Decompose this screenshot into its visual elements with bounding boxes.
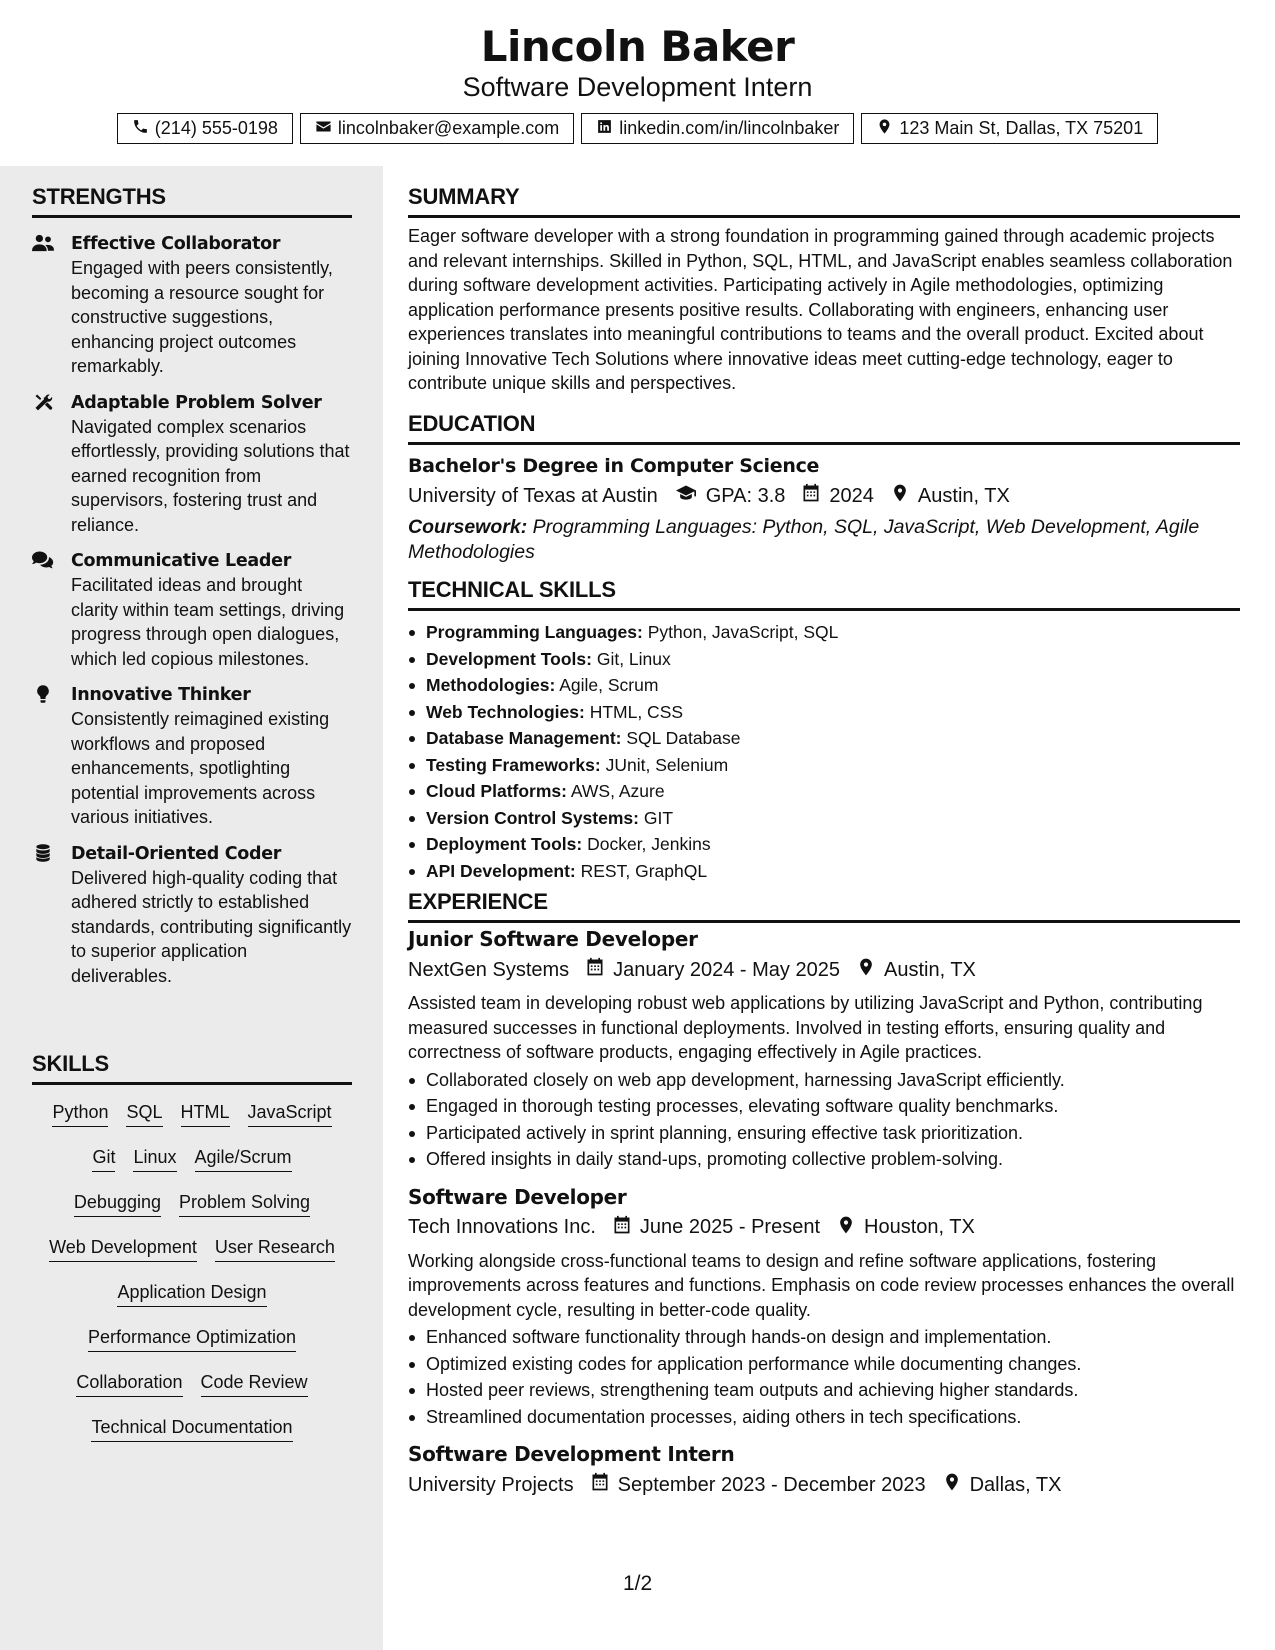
technical-skill-item <box>408 858 1240 885</box>
strength-title: Detail-Oriented Coder <box>71 843 282 864</box>
job-meta <box>408 1215 1240 1241</box>
technical-skill-label: Methodologies: <box>426 675 556 695</box>
skill-row <box>32 1093 352 1138</box>
candidate-name: Lincoln Baker <box>480 22 795 71</box>
job-meta <box>408 957 1240 983</box>
summary-section <box>408 184 1240 396</box>
company-name: NextGen Systems <box>408 958 570 981</box>
skill-tag: JavaScript <box>248 1101 332 1127</box>
technical-skill-value: AWS, Azure <box>570 781 665 801</box>
job-bullet: Enhanced software functionality through hands-on design and implementation. <box>408 1324 1240 1351</box>
technical-skill-value: Git, Linux <box>596 648 671 669</box>
calendar-icon <box>793 483 821 509</box>
strengths-title: STRENGTHS <box>32 184 352 218</box>
technical-skill-label: Deployment Tools: <box>426 834 583 854</box>
technical-skills-title: TECHNICAL SKILLS <box>408 577 1240 611</box>
calendar-icon <box>582 1472 610 1498</box>
job-list <box>408 927 1240 1498</box>
map-pin-icon <box>882 483 910 509</box>
job-dates: September 2023 - December 2023 <box>617 1473 926 1496</box>
skill-tag: SQL <box>126 1101 162 1127</box>
job-bullet: Engaged in thorough testing processes, elevating software quality benchmarks. <box>408 1093 1240 1120</box>
strength-item <box>32 232 352 379</box>
job-meta <box>408 1472 1240 1498</box>
skill-tag: Agile/Scrum <box>195 1146 292 1172</box>
summary-text: Eager software developer with a strong foundation in programming gained through academic projects and relevant internships. Skilled in Python, SQL, HTML, and JavaScript enables seamless collaboration during software development activities. Participating actively in Agile methodologies, optimizing application performance presents positive results. Collaborating with engineers, enhancing user experiences translates into meaningful contributions to teams and the overall product. Excited about joining Innovative Tech Solutions where innovative ideas meet cutting-edge technology, eager to contribute unique skills and perspectives. <box>408 226 1233 393</box>
skill-tag: Technical Documentation <box>91 1416 292 1442</box>
job-bullet: Hosted peer reviews, strengthening team outputs and achieving higher standards. <box>408 1377 1240 1404</box>
technical-skill-item <box>408 831 1240 858</box>
job-description: Working alongside cross-functional teams to design and refine software applications, fostering improvements across features and functions. Emphasis on code review processes enhances the overall development cycle, resulting in better-code quality. <box>408 1250 1235 1320</box>
technical-skill-label: Development Tools: <box>426 648 592 669</box>
linkedin-text: linkedin.com/in/lincolnbaker <box>619 118 840 138</box>
job-bullets <box>408 1324 1240 1430</box>
job-bullet: Streamlined documentation processes, aiding others in tech specifications. <box>408 1404 1240 1431</box>
strengths-section <box>32 184 352 988</box>
technical-skill-item <box>408 699 1240 726</box>
technical-skill-item <box>408 672 1240 699</box>
skill-row <box>32 1273 352 1318</box>
contact-linkedin[interactable] <box>581 113 854 144</box>
job-description: Assisted team in developing robust web applications by utilizing JavaScript and Python, contributing measured successes in functional deployments. Involved in testing efforts, ensuring quality and correctness of software products, engaging effectively in Agile practices. <box>408 993 1203 1062</box>
job-bullet: Optimized existing codes for application performance while documenting changes. <box>408 1351 1240 1378</box>
phone-icon <box>132 118 149 140</box>
map-pin-icon <box>848 957 876 983</box>
job-entry <box>408 1442 1240 1498</box>
technical-skill-item <box>408 725 1240 752</box>
skill-tag: Python <box>52 1101 108 1127</box>
skill-tag: Web Development <box>49 1236 197 1262</box>
education-location: Austin, TX <box>917 484 1010 507</box>
degree-title: Bachelor's Degree in Computer Science <box>408 455 820 477</box>
contact-phone[interactable] <box>117 113 293 144</box>
job-bullet: Participated actively in sprint planning, ensuring effective task prioritization. <box>408 1120 1240 1147</box>
summary-title: SUMMARY <box>408 184 1240 218</box>
job-title: Junior Software Developer <box>408 927 698 951</box>
strength-item <box>32 549 352 671</box>
experience-title: EXPERIENCE <box>408 889 1240 923</box>
strength-desc: Facilitated ideas and brought clarity within team settings, driving progress through open dialogues, which led copious milestones. <box>71 575 345 669</box>
job-bullets <box>408 1067 1240 1173</box>
contact-bar <box>0 113 1275 144</box>
technical-skill-value: JUnit, Selenium <box>605 754 729 775</box>
company-name: Tech Innovations Inc. <box>408 1216 596 1238</box>
map-pin-icon <box>876 118 893 140</box>
phone-text: (214) 555-0198 <box>154 118 278 138</box>
company-name: University Projects <box>408 1473 574 1496</box>
gpa-text: GPA: 3.8 <box>705 484 786 507</box>
strength-desc: Navigated complex scenarios effortlessly, providing solutions that earned recognition from supervisors, fostering trust and reliance. <box>71 416 350 535</box>
job-entry <box>408 1185 1240 1431</box>
job-title: Software Development Intern <box>408 1442 735 1466</box>
skill-tag: Performance Optimization <box>88 1326 296 1352</box>
technical-skill-value: HTML, CSS <box>589 701 684 722</box>
job-bullet: Collaborated closely on web app development, harnessing JavaScript efficiently. <box>408 1067 1240 1094</box>
school-name: University of Texas at Austin <box>408 484 658 507</box>
technical-skill-label: Cloud Platforms: <box>426 781 567 801</box>
education-meta <box>408 483 1240 509</box>
technical-skill-value: Docker, Jenkins <box>587 834 711 854</box>
strength-item <box>32 842 352 989</box>
technical-skills-list <box>408 619 1240 884</box>
technical-skill-value: GIT <box>643 807 674 828</box>
technical-skill-label: Testing Frameworks: <box>426 754 601 775</box>
skill-tag: Debugging <box>74 1191 161 1217</box>
technical-skills-section <box>408 577 1240 884</box>
skill-row <box>32 1228 352 1273</box>
comments-icon <box>32 550 56 570</box>
lightbulb-icon <box>32 684 56 704</box>
address-text: 123 Main St, Dallas, TX 75201 <box>899 118 1144 138</box>
education-title: EDUCATION <box>408 411 1240 445</box>
linkedin-icon <box>596 118 613 140</box>
technical-skill-label: Programming Languages: <box>426 622 643 642</box>
envelope-icon <box>315 118 332 140</box>
technical-skill-value: SQL Database <box>626 728 741 748</box>
contact-address[interactable] <box>861 113 1158 144</box>
candidate-role: Software Development Intern <box>462 72 813 102</box>
job-entry <box>408 927 1240 1173</box>
skill-tag: Code Review <box>201 1371 308 1397</box>
sidebar <box>0 166 383 1650</box>
technical-skill-value: REST, GraphQL <box>580 860 708 881</box>
technical-skill-label: Database Management: <box>426 728 622 748</box>
experience-section <box>408 889 1240 1498</box>
coursework-label: Coursework: <box>408 516 528 538</box>
skill-tag: Git <box>92 1146 115 1172</box>
users-icon <box>32 233 56 253</box>
job-title: Software Developer <box>408 1184 627 1209</box>
page-number: 1/2 <box>623 1572 653 1595</box>
graduation-cap-icon <box>666 483 698 509</box>
technical-skill-value: Agile, Scrum <box>559 675 659 695</box>
coursework <box>408 515 1240 564</box>
skill-row <box>32 1183 352 1228</box>
job-bullet: Offered insights in daily stand-ups, promoting collective problem-solving. <box>408 1146 1240 1173</box>
tools-icon <box>32 392 56 412</box>
technical-skill-item <box>408 619 1240 646</box>
technical-skill-label: Web Technologies: <box>426 701 585 722</box>
job-location: Austin, TX <box>883 958 976 981</box>
technical-skill-label: Version Control Systems: <box>426 807 639 828</box>
skill-row <box>32 1138 352 1183</box>
strength-title: Effective Collaborator <box>71 234 281 254</box>
skills-list <box>32 1093 352 1453</box>
strength-item <box>32 391 352 538</box>
education-section <box>408 411 1240 564</box>
skill-tag: Collaboration <box>76 1371 182 1397</box>
contact-email[interactable] <box>300 113 574 144</box>
skill-tag: Problem Solving <box>179 1191 310 1217</box>
technical-skill-item <box>408 778 1240 805</box>
graduation-year: 2024 <box>829 484 874 507</box>
strength-desc: Consistently reimagined existing workflows and proposed enhancements, spotlighting potential improvements across various initiatives. <box>71 709 330 827</box>
email-text: lincolnbaker@example.com <box>337 118 560 138</box>
technical-skill-item <box>408 805 1240 832</box>
skills-section <box>32 1051 352 1453</box>
technical-skill-item <box>408 752 1240 779</box>
strength-title: Adaptable Problem Solver <box>71 392 322 413</box>
calendar-icon <box>577 957 605 983</box>
skill-tag: Application Design <box>117 1281 266 1307</box>
technical-skill-value: Python, JavaScript, SQL <box>647 622 839 642</box>
calendar-icon <box>604 1215 632 1241</box>
job-location: Dallas, TX <box>969 1473 1062 1496</box>
map-pin-icon <box>828 1215 856 1241</box>
job-dates: June 2025 - Present <box>639 1216 821 1238</box>
strength-desc: Delivered high-quality coding that adhered strictly to established standards, contributing significantly to superior application deliverables. <box>71 867 352 986</box>
database-icon <box>32 843 56 863</box>
skill-row <box>32 1363 352 1408</box>
job-dates: January 2024 - May 2025 <box>613 958 840 981</box>
skill-tag: HTML <box>181 1101 230 1127</box>
skill-row <box>32 1318 352 1363</box>
skill-tag: Linux <box>133 1146 176 1172</box>
strength-desc: Engaged with peers consistently, becoming a resource sought for constructive suggestions, enhancing project outcomes remarkably. <box>71 258 333 376</box>
strength-title: Innovative Thinker <box>71 685 251 705</box>
skill-row <box>32 1408 352 1453</box>
skills-title: SKILLS <box>32 1051 352 1085</box>
coursework-text: Programming Languages: Python, SQL, JavaScript, Web Development, Agile Methodologies <box>408 516 1200 563</box>
map-pin-icon <box>934 1472 962 1498</box>
technical-skill-item <box>408 646 1240 673</box>
strength-item <box>32 683 352 830</box>
skill-tag: User Research <box>215 1236 335 1262</box>
strength-title: Communicative Leader <box>71 551 292 571</box>
technical-skill-label: API Development: <box>426 860 576 881</box>
job-location: Houston, TX <box>864 1216 975 1238</box>
